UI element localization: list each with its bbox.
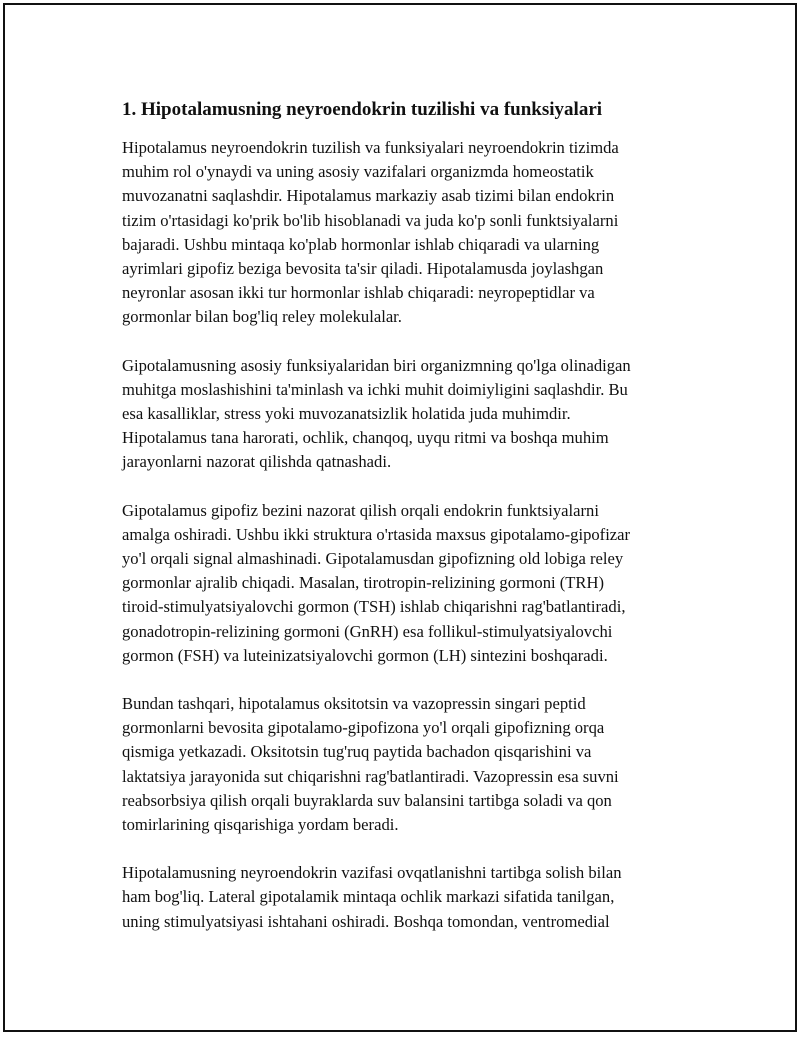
section-heading: 1. Hipotalamusning neyroendokrin tuzilishi va funksiyalari xyxy=(122,99,603,120)
text-line: amalga oshiradi. Ushbu ikki struktura o'rtasida maxsus gipotalamo-gipofizar xyxy=(122,524,631,544)
text-line: qismiga yetkazadi. Oksitotsin tug'ruq paytida bachadon qisqarishini va xyxy=(122,742,592,762)
text-line: bajaradi. Ushbu mintaqa ko'plab hormonlar ishlab chiqaradi va ularning xyxy=(122,234,600,254)
text-line: Gipotalamusning asosiy funksiyalaridan biri organizmning qo'lga olinadigan xyxy=(122,355,631,375)
text-line: tomirlarining qisqarishiga yordam beradi. xyxy=(122,815,399,835)
text-line: gormonlar bilan bog'liq reley molekulalar. xyxy=(122,307,402,327)
text-line: gormon (FSH) va luteinizatsiyalovchi gormon (LH) sintezini boshqaradi. xyxy=(122,645,608,665)
text-line: laktatsiya jarayonida sut chiqarishni rag'batlantiradi. Vazopressin esa suvni xyxy=(122,766,619,786)
paragraph-1 xyxy=(122,136,702,330)
text-line: muvozanatni saqlashdir. Hipotalamus markaziy asab tizimi bilan endokrin xyxy=(122,186,615,206)
text-line: gonadotropin-relizining gormoni (GnRH) esa follikul-stimulyatsiyalovchi xyxy=(122,621,613,641)
text-line: muhim rol o'ynaydi va uning asosiy vazifalari organizmda homeostatik xyxy=(122,162,594,182)
paragraph-3 xyxy=(122,499,702,668)
paragraph-2 xyxy=(122,354,702,475)
text-line: esa kasalliklar, stress yoki muvozanatsizlik holatida juda muhimdir. xyxy=(122,404,571,424)
text-line: jarayonlarni nazorat qilishda qatnashadi. xyxy=(122,452,392,472)
text-line: Gipotalamus gipofiz bezini nazorat qilish orqali endokrin funktsiyalarni xyxy=(122,500,599,520)
text-line: yo'l orqali signal almashinadi. Gipotalamusdan gipofizning old lobiga reley xyxy=(122,549,624,569)
document-page xyxy=(3,3,797,1032)
text-line: Bundan tashqari, hipotalamus oksitotsin va vazopressin singari peptid xyxy=(122,694,586,714)
text-line: muhitga moslashishini ta'minlash va ichki muhit doimiyligini saqlashdir. Bu xyxy=(122,379,628,399)
text-line: gormonlar ajralib chiqadi. Masalan, tirotropin-relizining gormoni (TRH) xyxy=(122,573,605,593)
document-content xyxy=(122,97,702,958)
text-line: ayrimlari gipofiz beziga bevosita ta'sir qiladi. Hipotalamusda joylashgan xyxy=(122,259,604,279)
text-line: tiroid-stimulyatsiyalovchi gormon (TSH) ishlab chiqarishni rag'batlantiradi, xyxy=(122,597,626,617)
paragraph-5 xyxy=(122,861,702,934)
text-line: tizim o'rtasidagi ko'prik bo'lib hisoblanadi va juda ko'p sonli funktsiyalarni xyxy=(122,210,619,230)
text-line: neyronlar asosan ikki tur hormonlar ishlab chiqaradi: neyropeptidlar va xyxy=(122,283,595,303)
text-line: uning stimulyatsiyasi ishtahani oshiradi. Boshqa tomondan, ventromedial xyxy=(122,911,610,931)
text-line: gormonlarni bevosita gipotalamo-gipofizona yo'l orqali gipofizning orqa xyxy=(122,718,605,738)
text-line: Hipotalamus tana harorati, ochlik, chanqoq, uyqu ritmi va boshqa muhim xyxy=(122,428,609,448)
text-line: Hipotalamus neyroendokrin tuzilish va funksiyalari neyroendokrin tizimda xyxy=(122,138,619,157)
text-line: reabsorbsiya qilish orqali buyraklarda suv balansini tartibga soladi va qon xyxy=(122,790,612,810)
paragraph-4 xyxy=(122,692,702,837)
text-line: Hipotalamusning neyroendokrin vazifasi ovqatlanishni tartibga solish bilan xyxy=(122,863,622,883)
text-line: ham bog'liq. Lateral gipotalamik mintaqa ochlik markazi sifatida tanilgan, xyxy=(122,887,615,907)
